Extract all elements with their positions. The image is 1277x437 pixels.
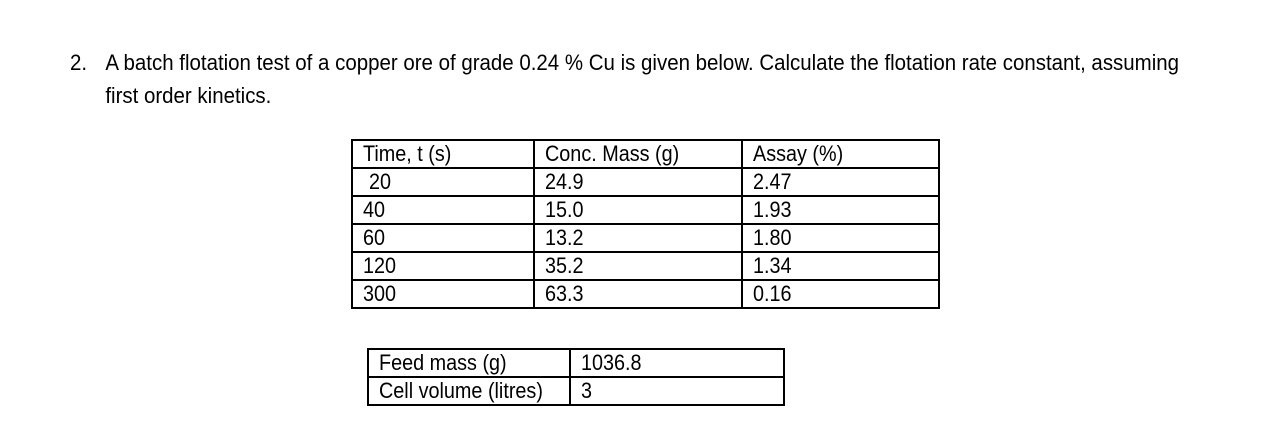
table-row [352, 280, 939, 308]
feed-parameters-table [367, 348, 785, 406]
question-number: 2. [70, 50, 88, 75]
cell-assay: 1.34 [742, 252, 939, 280]
cell-time: 60 [352, 224, 534, 252]
header-conc-mass: Conc. Mass (g) [534, 140, 741, 168]
cell-time: 120 [352, 252, 534, 280]
cell-assay: 0.16 [742, 280, 939, 308]
header-time: Time, t (s) [352, 140, 534, 168]
cell-conc-mass: 35.2 [534, 252, 741, 280]
cell-assay: 1.93 [742, 196, 939, 224]
table-row [368, 349, 784, 377]
header-assay: Assay (%) [742, 140, 939, 168]
table-row [352, 168, 939, 196]
table-row [368, 377, 784, 405]
cell-time: 300 [352, 280, 534, 308]
feed-mass-value: 1036.8 [570, 349, 784, 377]
cell-conc-mass: 63.3 [534, 280, 741, 308]
table-row [352, 196, 939, 224]
table-header-row [352, 140, 939, 168]
cell-time: 20 [352, 168, 534, 196]
cell-volume-label: Cell volume (litres) [368, 377, 570, 405]
table-row [352, 252, 939, 280]
question-text [70, 46, 1180, 112]
cell-assay: 2.47 [742, 168, 939, 196]
cell-conc-mass: 15.0 [534, 196, 741, 224]
cell-volume-value: 3 [570, 377, 784, 405]
cell-conc-mass: 24.9 [534, 168, 741, 196]
question-line-2: first order kinetics. [105, 83, 272, 108]
flotation-data-table [351, 139, 940, 309]
question-sentence: A batch flotation test of a copper ore of grade 0.24 % Cu is given below. Calculate the flotation rate constant, assuming [105, 50, 1180, 75]
question-line-1 [70, 46, 1180, 79]
cell-assay: 1.80 [742, 224, 939, 252]
cell-conc-mass: 13.2 [534, 224, 741, 252]
cell-time: 40 [352, 196, 534, 224]
table-row [352, 224, 939, 252]
feed-mass-label: Feed mass (g) [368, 349, 570, 377]
